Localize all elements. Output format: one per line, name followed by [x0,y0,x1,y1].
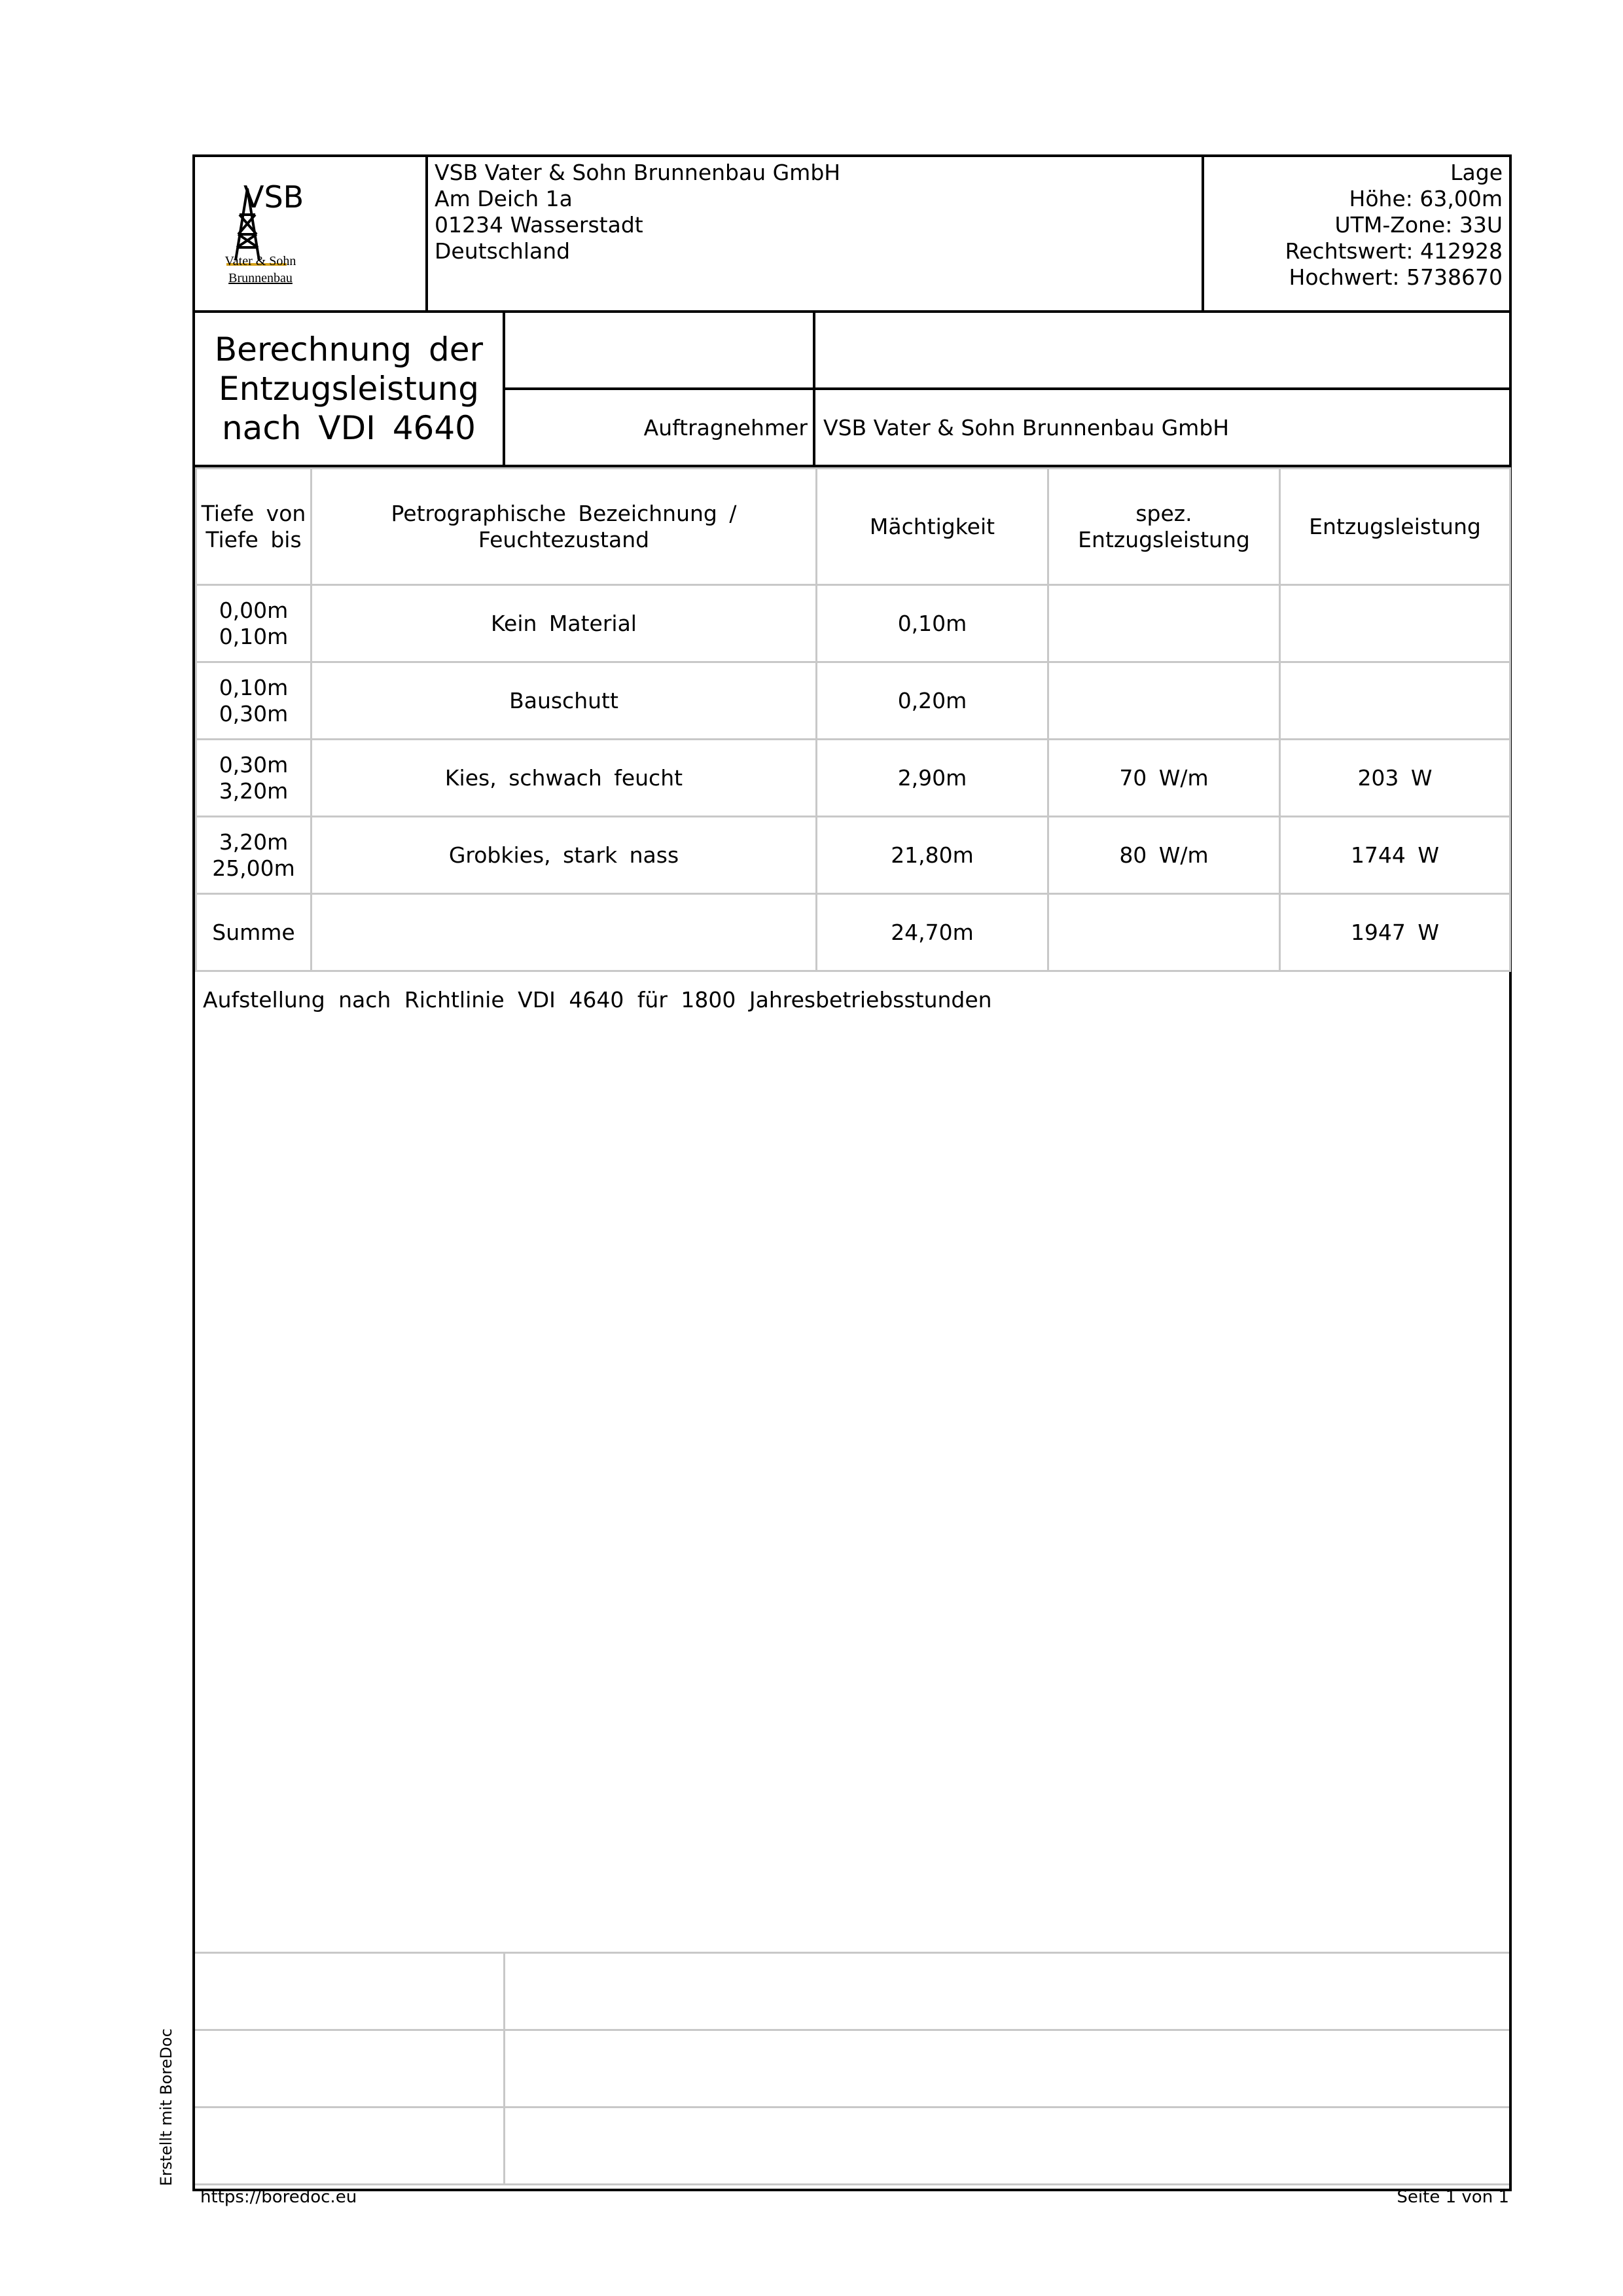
cell-power: 203 W [1280,740,1510,817]
header-petrography [312,469,817,585]
sum-power: 1947 W [1280,894,1510,971]
cell-depth [196,662,312,740]
sum-material [312,894,817,971]
signature-label-cell [195,1954,505,2029]
location-height: Höhe: 63,00m [1349,186,1503,211]
cell-specific-power [1048,585,1280,662]
footer-url-link[interactable]: https://boredoc.eu [200,2187,357,2207]
calculation-note: Aufstellung nach Richtlinie VDI 4640 für 1800 Jahresbetriebsstunden [203,987,992,1013]
cell-material: Kein Material [312,585,817,662]
table-row [196,740,1510,817]
header-depth [196,469,312,585]
company-address [428,157,1204,310]
empty-field-value [815,313,1509,390]
cell-power [1280,585,1510,662]
created-with-label: Erstellt mit BoreDoc [157,2028,175,2186]
cell-power [1280,662,1510,740]
company-name: VSB Vater & Sohn Brunnenbau GmbH [435,160,841,185]
header-row [195,157,1509,313]
logo-subtitle-line2: Brunnenbau [228,271,293,285]
location-northing: Hochwert: 5738670 [1289,264,1503,290]
logo-text: VSB [243,179,304,215]
sum-thickness: 24,70m [817,894,1048,971]
cell-thickness: 0,20m [817,662,1048,740]
cell-specific-power: 80 W/m [1048,817,1280,894]
cell-depth [196,817,312,894]
header-power: Entzugsleistung [1280,469,1510,585]
location-easting: Rechtswert: 412928 [1285,238,1503,264]
depth-from: 0,30m [219,751,289,778]
location-title: Lage [1450,160,1503,185]
header-petrography-line2: Feuchtezustand [478,526,650,552]
logo-cell [195,157,428,310]
table-row [196,662,1510,740]
empty-field-label [505,313,815,390]
signature-label-cell [195,2108,505,2183]
logo-subtitle [224,253,297,287]
cell-material: Kies, schwach feucht [312,740,817,817]
contractor-label: Auftragnehmer [505,390,815,465]
company-country: Deutschland [435,238,571,264]
table-row [196,585,1510,662]
header-specific-power [1048,469,1280,585]
company-street: Am Deich 1a [435,186,573,211]
cell-depth [196,585,312,662]
depth-to: 25,00m [212,855,295,881]
header-depth-to: Tiefe bis [205,526,302,552]
title-line1: Berechnung der [214,331,484,368]
depth-to: 3,20m [219,778,289,804]
cell-depth [196,740,312,817]
cell-specific-power [1048,662,1280,740]
cell-specific-power: 70 W/m [1048,740,1280,817]
document-frame [192,154,1512,2191]
header-specific-power-line1: spez. [1135,500,1192,526]
header-depth-from: Tiefe von [201,500,306,526]
header-petrography-line1: Petrographische Bezeichnung / [391,500,737,526]
header-specific-power-line2: Entzugsleistung [1078,526,1250,552]
depth-to: 0,10m [219,623,289,649]
cell-power: 1744 W [1280,817,1510,894]
logo-subtitle-line1: Vater & Sohn [224,254,296,268]
layers-table [195,467,1511,972]
depth-from: 0,10m [219,674,289,700]
title-row [195,313,1509,467]
signature-label-cell [195,2031,505,2106]
title-line3: nach VDI 4640 [221,409,476,447]
signature-row [195,2031,1509,2108]
company-city: 01234 Wasserstadt [435,212,643,238]
page-number: Seite 1 von 1 [1397,2187,1509,2207]
sum-specific-power [1048,894,1280,971]
sum-row [196,894,1510,971]
location-utm-zone: UTM-Zone: 33U [1334,212,1503,238]
depth-from: 3,20m [219,829,289,855]
table-header-row [196,469,1510,585]
cell-material: Bauschutt [312,662,817,740]
signature-row [195,1954,1509,2031]
contractor-value: VSB Vater & Sohn Brunnenbau GmbH [823,414,1230,440]
table-row [196,817,1510,894]
header-thickness: Mächtigkeit [817,469,1048,585]
signature-row [195,2108,1509,2185]
cell-material: Grobkies, stark nass [312,817,817,894]
cell-thickness: 21,80m [817,817,1048,894]
document-title [195,313,505,465]
signature-grid [195,1952,1509,2189]
cell-thickness: 0,10m [817,585,1048,662]
title-line2: Entzugsleistung [219,370,479,408]
depth-from: 0,00m [219,597,289,623]
cell-thickness: 2,90m [817,740,1048,817]
depth-to: 0,30m [219,700,289,726]
location-info [1204,157,1509,310]
sum-label: Summe [196,894,312,971]
